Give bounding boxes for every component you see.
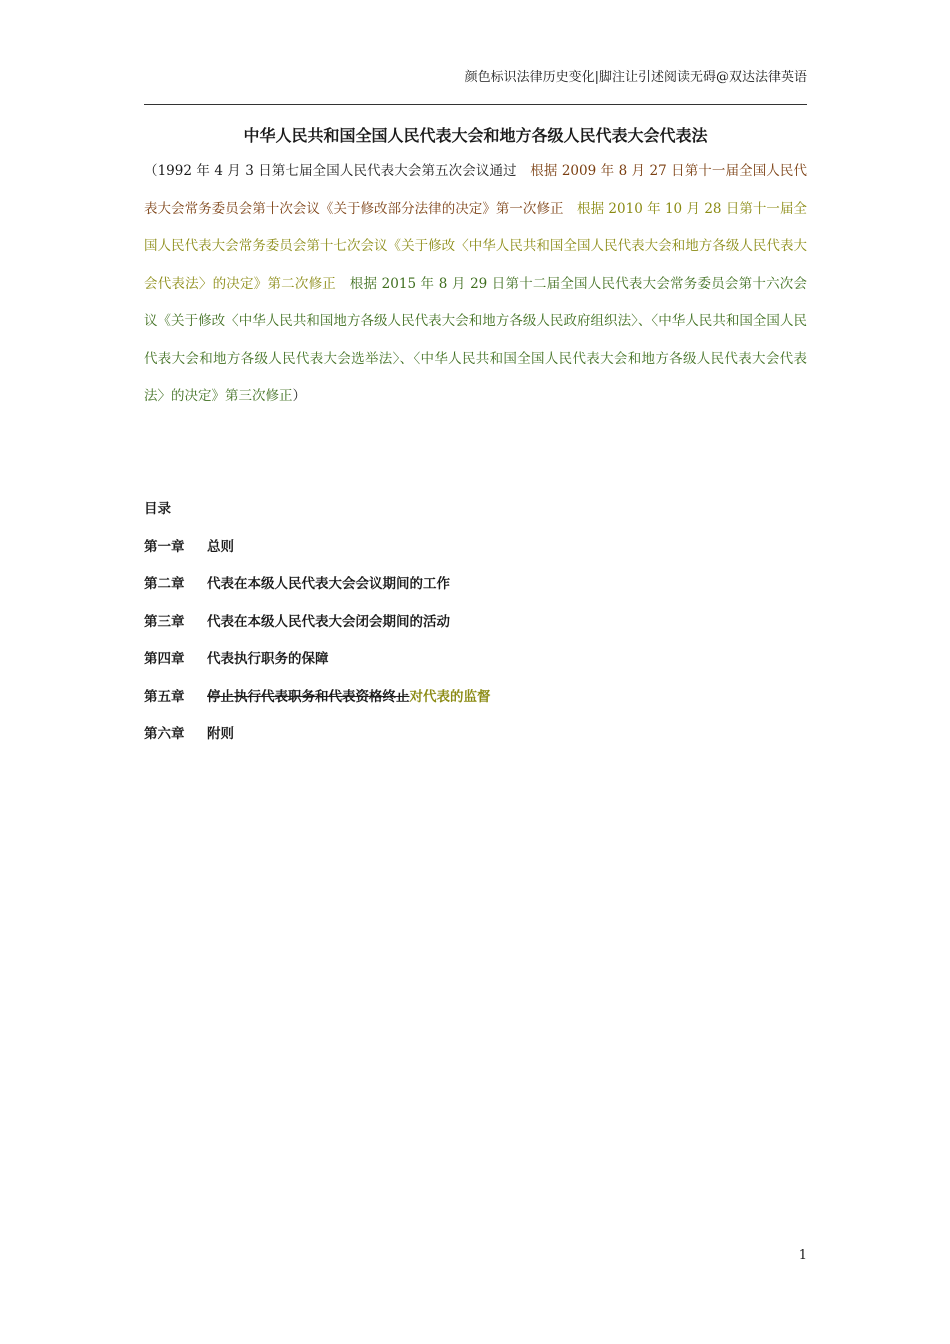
chapter-title: 总则: [207, 538, 234, 555]
history-segment-amendment-2010: 根据 2010 年 10 月 28 日第十一届全国人民代表大会常务委员会第十七次会议《关于修改〈中华人民共和国全国人民代表大会和地方各级人民代表大会代表法〉的决定》第二次修正: [144, 200, 807, 292]
history-segment-amendment-2015: 根据 2015 年 8 月 29 日第十二届全国人民代表大会常务委员会第十六次会议《关于修改〈中华人民共和国地方各级人民代表大会和地方各级人民政府组织法〉、〈中华人民共和国全国人民代表大会和地方各级人民代表大会选举法〉、〈中华人民共和国全国人民代表大会和地方各级人民代表大会代表法〉的决定》第三次修正: [144, 275, 807, 404]
toc-item-chapter-4[interactable]: [144, 647, 807, 685]
chapter-title: 附则: [207, 726, 234, 742]
history-segment-adopted: （1992 年 4 月 3 日第七届全国人民代表大会第五次会议通过: [144, 163, 531, 179]
chapter-title: 代表在本级人民代表大会闭会期间的活动: [207, 613, 450, 630]
amendment-history: [144, 153, 807, 416]
document-title: 中华人民共和国全国人民代表大会和地方各级人民代表大会代表法: [243, 126, 708, 145]
chapter-title: 代表在本级人民代表大会会议期间的工作: [207, 576, 450, 592]
page-number: 1: [798, 1248, 807, 1263]
chapter-number: 第一章: [144, 538, 185, 555]
toc-item-chapter-6[interactable]: [144, 722, 807, 760]
table-of-contents: [144, 497, 807, 760]
toc-item-chapter-2[interactable]: [144, 572, 807, 610]
history-segment-amendment-2009: 根据 2009 年 8 月 27 日第十一届全国人民代表大会常务委员会第十次会议《关于修改部分法律的决定》第一次修正: [144, 163, 807, 217]
toc-item-chapter-1[interactable]: [144, 535, 807, 573]
chapter-number: 第二章: [144, 576, 185, 592]
history-segment-close: ）: [292, 388, 306, 404]
chapter-number: 第六章: [144, 726, 185, 742]
toc-item-chapter-3[interactable]: [144, 610, 807, 648]
chapter-number: 第三章: [144, 613, 185, 630]
chapter-number: 第五章: [144, 688, 185, 705]
chapter-title-added: 对代表的监督: [409, 688, 491, 705]
running-header: 颜色标识法律历史变化|脚注让引述阅读无碍@双达法律英语: [464, 70, 807, 85]
toc-title: 目录: [144, 501, 171, 517]
chapter-number: 第四章: [144, 651, 185, 667]
chapter-title-deleted: 停止执行代表职务和代表资格终止: [207, 688, 410, 705]
toc-item-chapter-5[interactable]: [144, 685, 807, 723]
header-rule: [144, 104, 807, 105]
chapter-title: 代表执行职务的保障: [207, 651, 329, 667]
